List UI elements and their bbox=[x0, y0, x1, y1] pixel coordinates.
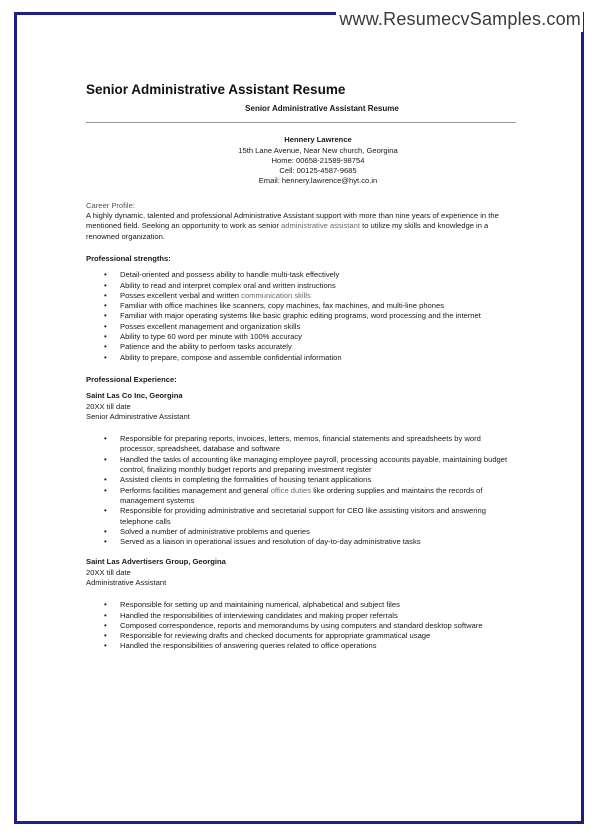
strengths-heading: Professional strengths: bbox=[86, 253, 171, 263]
duty-item: • Handled the tasks of accounting like managing employee payroll, processing accounts payable, maintaining budget control, finalizing monthly budget reports and preparing investment register bbox=[120, 455, 518, 476]
strength-item: • Familiar with major operating systems like basic graphic editing programs, word processing and the internet bbox=[120, 311, 518, 321]
strength-item: • Patience and the ability to perform tasks accurately bbox=[120, 342, 518, 352]
contact-block bbox=[86, 135, 518, 186]
job-1-role: Senior Administrative Assistant bbox=[86, 411, 190, 421]
career-profile-text-part-1: A highly dynamic, talented and professional Administrative Assistant support with more than nine years of experience in the mentioned field. Seeking an opportunity to work as senior bbox=[86, 211, 499, 231]
duty-item: • Responsible for setting up and maintaining numerical, alphabetical and subject files bbox=[120, 600, 518, 610]
career-profile-heading: Career Profile: bbox=[86, 200, 135, 210]
resume-document bbox=[86, 82, 518, 652]
career-profile-text bbox=[86, 211, 518, 242]
job-2-dates: 20XX till date bbox=[86, 567, 131, 577]
job-2-duties bbox=[86, 600, 518, 651]
strength-item: • Ability to read and interpret complex oral and written instructions bbox=[120, 281, 518, 291]
experience-heading: Professional Experience: bbox=[86, 374, 177, 384]
duty-item: • Handled the responsibilities of answering queries related to office operations bbox=[120, 641, 518, 651]
strength-item: • Posses excellent management and organization skills bbox=[120, 322, 518, 332]
duty-item: • Responsible for providing administrative and secretarial support for CEO like assisting visitors and answering telephone calls bbox=[120, 506, 518, 527]
duty-item: • Responsible for preparing reports, invoices, letters, memos, financial statements and spreadsheets by word processor, spreadsheet, database and software bbox=[120, 434, 518, 455]
administrative-assistant-link[interactable]: administrative assistant bbox=[281, 221, 360, 231]
strength-item-text: Posses excellent verbal and written bbox=[120, 290, 242, 300]
strength-item: • Ability to prepare, compose and assemble confidential information bbox=[120, 353, 518, 363]
contact-cell-phone: Cell: 00125-4587-9685 bbox=[279, 166, 357, 176]
duty-item: • Handled the responsibilities of interviewing candidates and making proper referrals bbox=[120, 611, 518, 621]
job-1-duties bbox=[86, 434, 518, 547]
strength-item: • Detail-oriented and possess ability to handle multi-task effectively bbox=[120, 270, 518, 280]
duty-item: • Served as a liaison in operational issues and resolution of day-to-day administrative tasks bbox=[120, 537, 518, 547]
divider bbox=[86, 122, 516, 123]
watermark-url: www.ResumecvSamples.com bbox=[336, 6, 583, 32]
career-profile-text-part-2: to utilize my skills and knowledge in a renowned organization. bbox=[86, 221, 489, 241]
duty-item-text-rest: like ordering supplies and maintains the records of management systems bbox=[120, 485, 483, 505]
contact-address: 15th Lane Avenue, Near New church, Georgina bbox=[238, 145, 398, 155]
job-2-company: Saint Las Advertisers Group, Georgina bbox=[86, 557, 226, 567]
contact-email: Email: hennery.lawrence@hyt.co.in bbox=[258, 176, 378, 186]
duty-item-text: Performs facilities management and general bbox=[120, 485, 271, 495]
duty-item: • Assisted clients in completing the formalities of housing tenant applications bbox=[120, 475, 518, 485]
contact-name: Hennery Lawrence bbox=[284, 135, 352, 145]
job-2-role: Administrative Assistant bbox=[86, 577, 167, 587]
resume-title: Senior Administrative Assistant Resume bbox=[86, 82, 346, 97]
job-1-company: Saint Las Co Inc, Georgina bbox=[86, 391, 183, 401]
strengths-list bbox=[86, 270, 518, 363]
job-1-dates: 20XX till date bbox=[86, 401, 131, 411]
strength-item: • Familiar with office machines like scanners, copy machines, fax machines, and multi-line phones bbox=[120, 301, 518, 311]
duty-item: • Solved a number of administrative problems and queries bbox=[120, 527, 518, 537]
communication-skills-link[interactable]: communication skills bbox=[241, 290, 311, 300]
resume-subtitle: Senior Administrative Assistant Resume bbox=[245, 104, 399, 113]
strength-item bbox=[120, 291, 518, 301]
office-duties-link[interactable]: office duties bbox=[270, 485, 312, 495]
duty-item: • Composed correspondence, reports and memorandums by using computers and standard desktop software bbox=[120, 621, 518, 631]
contact-home-phone: Home: 00658-21589-98754 bbox=[271, 155, 365, 165]
duty-item: • Responsible for reviewing drafts and checked documents for appropriate grammatical usage bbox=[120, 631, 518, 641]
strength-item: • Ability to type 60 word per minute with 100% accuracy bbox=[120, 332, 518, 342]
duty-item bbox=[120, 486, 518, 507]
